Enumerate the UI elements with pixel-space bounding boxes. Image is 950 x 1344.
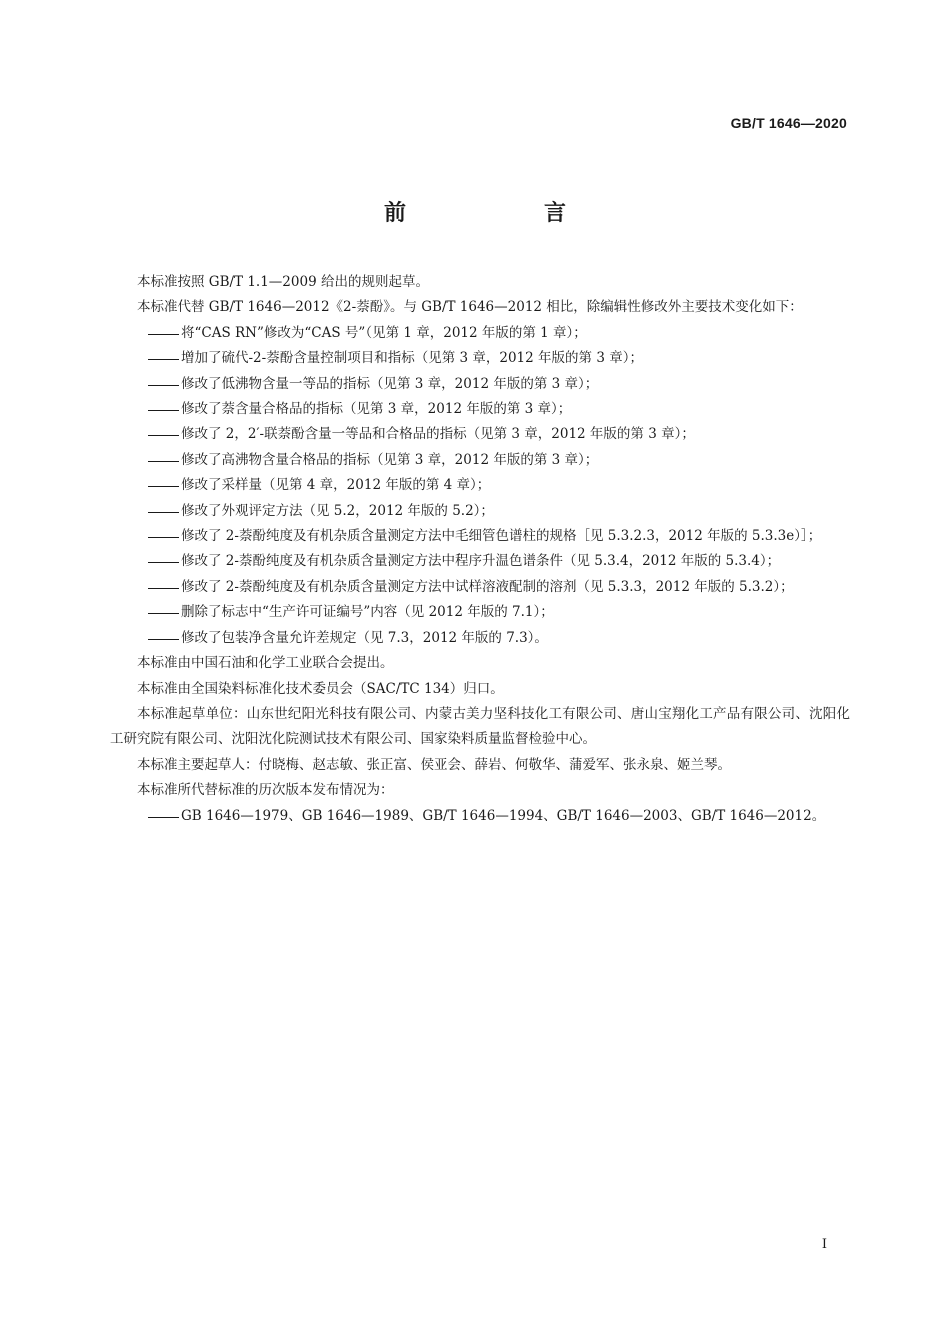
change-item: 修改了低沸物含量一等品的指标（见第 3 章，2012 年版的第 3 章）； <box>181 375 599 392</box>
change-item: 修改了包装净含量允许差规定（见 7.3，2012 年版的 7.3）。 <box>181 629 548 646</box>
change-item: 增加了硫代-2-萘酚含量控制项目和指标（见第 3 章，2012 年版的第 3 章）； <box>181 350 643 367</box>
page-number: I <box>821 1237 827 1252</box>
history-intro-paragraph: 本标准所代替标准的历次版本发布情况为： <box>137 782 394 799</box>
intro-paragraph-2: 本标准代替 GB/T 1646—2012《2-萘酚》。与 GB/T 1646—2012 相比，除编辑性修改外主要技术变化如下： <box>137 299 803 316</box>
change-item: 修改了 2-萘酚纯度及有机杂质含量测定方法中毛细管色谱柱的规格［见 5.3.2.3，2012 年版的 5.3.3e）］； <box>181 528 822 545</box>
change-item: 修改了 2-萘酚纯度及有机杂质含量测定方法中程序升温色谱条件（见 5.3.4，2012 年版的 5.3.4）； <box>181 553 781 570</box>
change-item: 修改了萘含量合格品的指标（见第 3 章，2012 年版的第 3 章）； <box>181 401 572 418</box>
drafting-units-paragraph: 本标准起草单位：山东世纪阳光科技有限公司、内蒙古美力坚科技化工有限公司、唐山宝翔化工产品有限公司、沈阳化工研究院有限公司、沈阳沈化院测试技术有限公司、国家染料质量监督检验中心。 <box>110 705 850 748</box>
change-item: 修改了采样量（见第 4 章，2012 年版的第 4 章）； <box>181 477 491 494</box>
change-item: 修改了外观评定方法（见 5.2，2012 年版的 5.2）； <box>181 502 494 519</box>
change-list <box>110 321 850 651</box>
change-item: 删除了标志中“生产许可证编号”内容（见 2012 年版的 7.1）； <box>181 604 554 621</box>
change-item: 修改了 2-萘酚纯度及有机杂质含量测定方法中试样溶液配制的溶剂（见 5.3.3，2012 年版的 5.3.2）； <box>181 578 794 595</box>
page-title: 前 言 <box>383 201 624 226</box>
change-item: 将“CAS RN”修改为“CAS 号”（见第 1 章，2012 年版的第 1 章）； <box>181 324 587 341</box>
history-item: GB 1646—1979、GB 1646—1989、GB/T 1646—1994、GB/T 1646—2003、GB/T 1646—2012。 <box>181 807 826 824</box>
proposed-by-paragraph: 本标准由中国石油和化学工业联合会提出。 <box>137 655 394 672</box>
change-item: 修改了高沸物含量合格品的指标（见第 3 章，2012 年版的第 3 章）； <box>181 451 599 468</box>
centralized-by-paragraph: 本标准由全国染料标准化技术委员会（SAC/TC 134）归口。 <box>137 680 504 697</box>
standard-number: GB/T 1646—2020 <box>730 115 847 131</box>
foreword-body <box>110 270 850 829</box>
intro-paragraph-1: 本标准按照 GB/T 1.1—2009 给出的规则起草。 <box>137 274 429 290</box>
drafters-paragraph: 本标准主要起草人：付晓梅、赵志敏、张正富、侯亚会、薛岩、何敬华、蒲爱军、张永泉、姬兰琴。 <box>137 756 731 773</box>
change-item: 修改了 2，2′-联萘酚含量一等品和合格品的指标（见第 3 章，2012 年版的第 3 章）； <box>181 426 695 443</box>
